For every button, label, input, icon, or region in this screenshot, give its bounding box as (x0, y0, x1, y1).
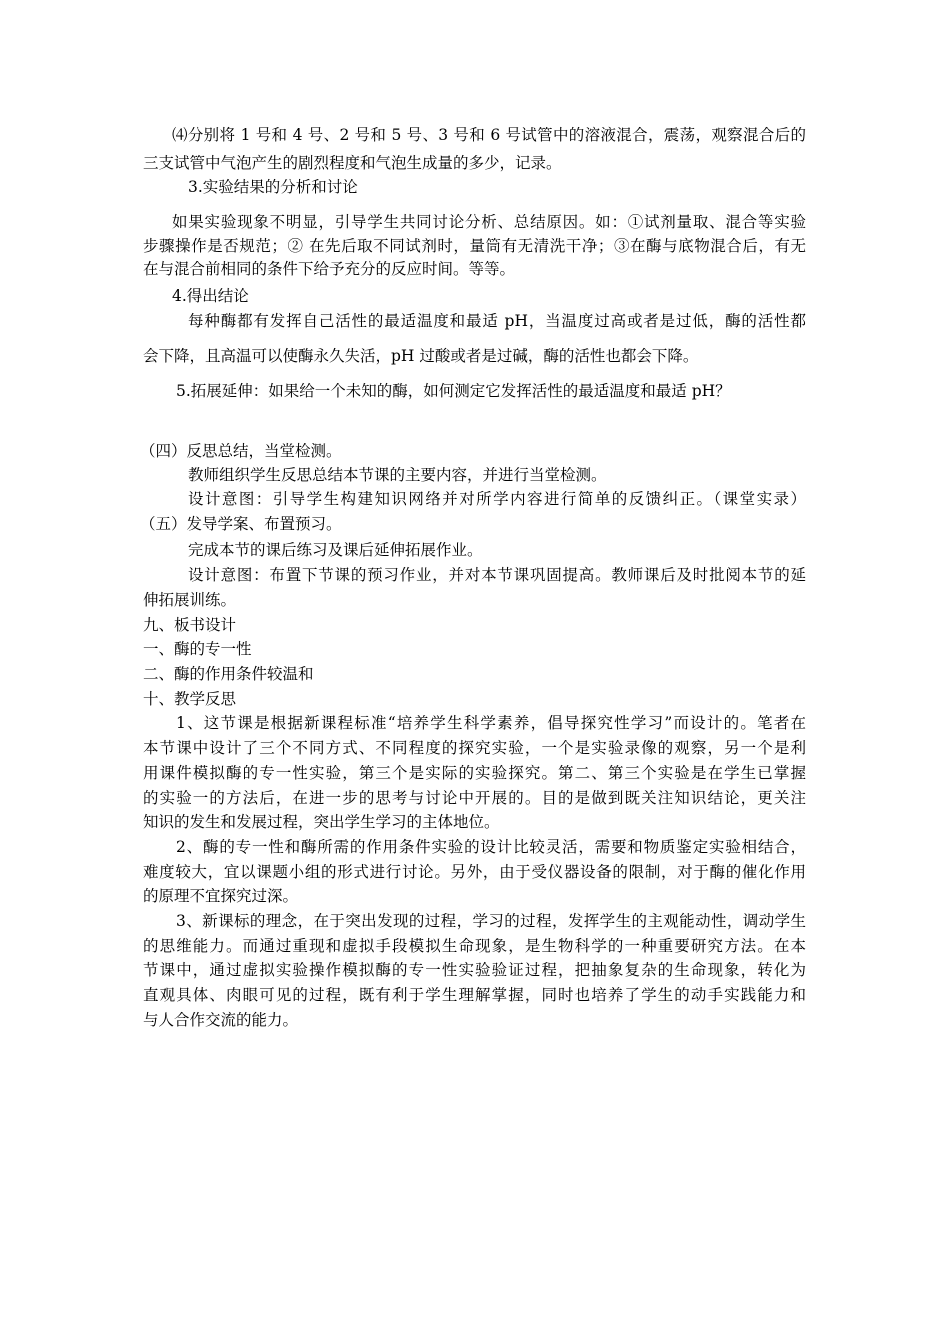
section-heading: 3.实验结果的分析和讨论 (188, 178, 358, 196)
text-line: 的思维能力。而通过重现和虚拟手段模拟生命现象，是生物科学的一种重要研究方法。在本 (143, 937, 806, 955)
text-line: 一、酶的专一性 (143, 640, 252, 658)
text-line: 教师组织学生反思总结本节课的主要内容，并进行当堂检测。 (188, 466, 607, 484)
text-line: 2、酶的专一性和酶所需的作用条件实验的设计比较灵活，需要和物质鉴定实验相结合， (176, 838, 806, 856)
text-line: 3、新课标的理念，在于突出发现的过程，学习的过程，发挥学生的主观能动性，调动学生 (176, 912, 806, 930)
text-line: 的实验一的方法后，在进一步的思考与讨论中开展的。目的是做到既关注知识结论，更关注 (143, 789, 806, 807)
text-line: 的原理不宜探究过深。 (143, 887, 299, 905)
section-heading: 5.拓展延伸：如果给一个未知的酶，如何测定它发挥活性的最适温度和最适 pH？ (176, 382, 731, 400)
text-line: 完成本节的课后练习及课后延伸拓展作业。 (188, 541, 483, 559)
text-line: 步骤操作是否规范；② 在先后取不同试剂时，量筒有无清洗干净；③在酶与底物混合后，有无 (143, 237, 806, 255)
text-line: 节课中，通过虚拟实验操作模拟酶的专一性实验验证过程，把抽象复杂的生命现象，转化为 (143, 961, 806, 979)
text-line: 如果实验现象不明显，引导学生共同讨论分析、总结原因。如：①试剂量取、混合等实验 (172, 213, 806, 231)
text-line: 难度较大，宜以课题小组的形式进行讨论。另外，由于受仪器设备的限制，对于酶的催化作用 (143, 863, 806, 881)
text-line: 在与混合前相同的条件下给予充分的反应时间。等等。 (143, 260, 516, 278)
text-line: 二、酶的作用条件较温和 (143, 665, 314, 683)
text-line: 伸拓展训练。 (143, 591, 237, 609)
text-line: 设计意图：布置下节课的预习作业，并对本节课巩固提高。教师课后及时批阅本节的延 (188, 566, 806, 584)
section-heading: 4.得出结论 (172, 287, 249, 305)
text-line: 直观具体、肉眼可见的过程，既有利于学生理解掌握，同时也培养了学生的动手实践能力和 (143, 986, 806, 1004)
text-line: 知识的发生和发展过程，突出学生学习的主体地位。 (143, 813, 500, 831)
text-line: 与人合作交流的能力。 (143, 1011, 299, 1029)
section-heading: （五）发导学案、布置预习。 (140, 515, 342, 533)
document-page: ⑷分别将 1 号和 4 号、2 号和 5 号、3 号和 6 号试管中的溶液混合，震荡，观察混合后的 三支试管中气泡产生的剧烈程度和气泡生成量的多少，记录。 3.实验结果的分析和讨论 如果实验现象不明显，引导学生共同讨论分析、总结原因。如：①试剂量取、混合等实验 步骤操作是否规范；② 在先后取不同试剂时，量筒有无清洗干净；③在酶与底物混合后，有无 在与混合前相同的条件下给予充分的反应时间。等等。 4.得出结论 每种酶都有发挥自己活性的最适温度和最适 pH，当温度过高或者是过低，酶的活性都 会下降，且高温可以使酶永久失活，pH 过酸或者是过碱，酶的活性也都会下降。 5.拓展延伸：如果给一个未知的酶，如何测定它发挥活性的最适温度和最适 pH？ （四）反思总结，当堂检测。 教师组织学生反思总结本节课的主要内容，并进行当堂检测。 设计意图：引导学生构建知识网络并对所学内容进行简单的反馈纠正。（课堂实录） （五）发导学案、布置预习。 完成本节的课后练习及课后延伸拓展作业。 设计意图：布置下节课的预习作业，并对本节课巩固提高。教师课后及时批阅本节的延 伸拓展训练。 九、板书设计 一、酶的专一性 二、酶的作用条件较温和 十、教学反思 1、这节课是根据新课程标准“培养学生科学素养，倡导探究性学习”而设计的。笔者在 本节课中设计了三个不同方式、不同程度的探究实验，一个是实验录像的观察，另一个是利 用课件模拟酶的专一性实验，第三个是实际的实验探究。第二、第三个实验是在学生已掌握 的实验一的方法后，在进一步的思考与讨论中开展的。目的是做到既关注知识结论，更关注 知识的发生和发展过程，突出学生学习的主体地位。 2、酶的专一性和酶所需的作用条件实验的设计比较灵活，需要和物质鉴定实验相结合， 难度较大，宜以课题小组的形式进行讨论。另外，由于受仪器设备的限制，对于酶的催化作用 的原理不宜探究过深。 3、新课标的理念，在于突出发现的过程，学习的过程，发挥学生的主观能动性，调动学生 的思维能力。而通过重现和虚拟手段模拟生命现象，是生物科学的一种重要研究方法。在本 节课中，通过虚拟实验操作模拟酶的专一性实验验证过程，把抽象复杂的生命现象，转化为 直观具体、肉眼可见的过程，既有利于学生理解掌握，同时也培养了学生的动手实践能力和 与人合作交流的能力。 (140, 126, 806, 1029)
section-heading: （四）反思总结，当堂检测。 (140, 442, 342, 460)
text-line: ⑷分别将 1 号和 4 号、2 号和 5 号、3 号和 6 号试管中的溶液混合，震荡，观察混合后的 (172, 126, 806, 144)
text-line: 每种酶都有发挥自己活性的最适温度和最适 pH，当温度过高或者是过低，酶的活性都 (188, 312, 806, 330)
section-heading: 九、板书设计 (143, 616, 237, 634)
text-line: 本节课中设计了三个不同方式、不同程度的探究实验，一个是实验录像的观察，另一个是利 (143, 739, 806, 757)
text-line: 会下降，且高温可以使酶永久失活，pH 过酸或者是过碱，酶的活性也都会下降。 (143, 347, 699, 365)
text-line: 1、这节课是根据新课程标准“培养学生科学素养，倡导探究性学习”而设计的。笔者在 (176, 714, 806, 732)
text-line: 设计意图：引导学生构建知识网络并对所学内容进行简单的反馈纠正。（课堂实录） (188, 490, 806, 508)
text-line: 用课件模拟酶的专一性实验，第三个是实际的实验探究。第二、第三个实验是在学生已掌握 (143, 764, 806, 782)
section-heading: 十、教学反思 (143, 690, 237, 708)
